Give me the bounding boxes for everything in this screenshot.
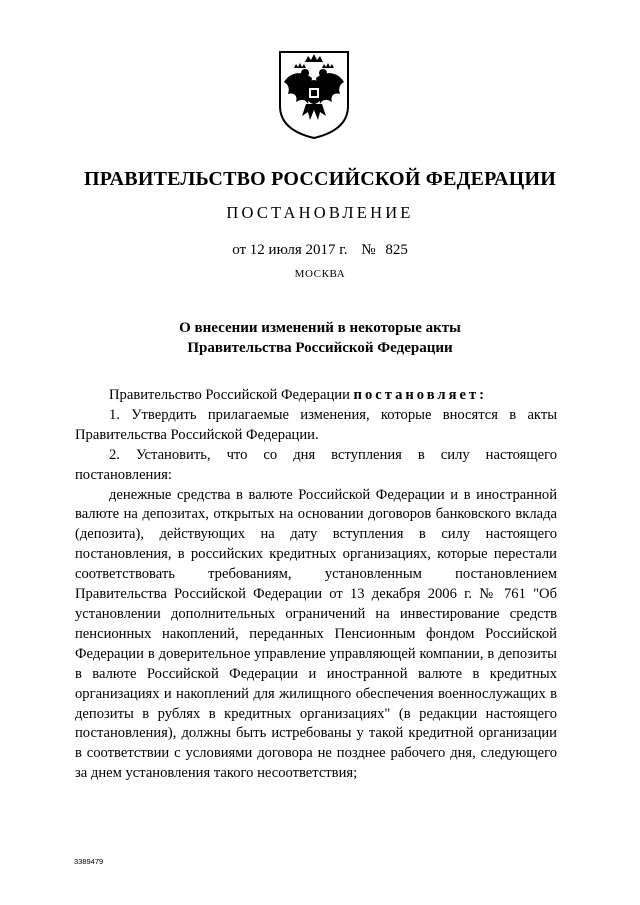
coat-of-arms-emblem-icon (272, 48, 356, 140)
preamble-text: Правительство Российской Федерации (109, 387, 354, 403)
paragraph-1: 1. Утвердить прилагаемые изменения, которые вносятся в акты Правительства Российской Федерации. (75, 406, 557, 443)
number-sign: № (361, 242, 376, 258)
resolves-word: постановляет: (353, 387, 487, 403)
government-title: ПРАВИТЕЛЬСТВО РОССИЙСКОЙ ФЕДЕРАЦИИ (84, 168, 556, 190)
document-date: от 12 июля 2017 г. (232, 242, 348, 258)
paragraph-3: денежные средства в валюте Российской Федерации и в иностранной валюте на депозитах, открытых на основании договоров банковского вклада (депозита), действующих на дату вступления в силу настоящего постановления, в российских кредитных организациях, которые перестали соответствовать требованиям, установленным постановлением Правительства Российской Федерации от 13 декабря 2006 г. № 761 "Об установлении дополнительных ограничений на инвестирование средств пенсионных накоплений, переданных Пенсионным фондом Российской Федерации в доверительное управление управляющей компании, в депозиты в валюте Российской Федерации и иностранной валюте в кредитных организациях и накоплений для жилищного обеспечения военнослужащих в депозиты в рублях в кредитных организациях" (в редакции настоящего постановления), должны быть истребованы у такой кредитной организации в соответствии с условиями договора не позднее рабочего дня, следующего за днем установления такого несоответствия; (75, 486, 557, 782)
paragraph-2: 2. Установить, что со дня вступления в силу настоящего постановления: (75, 446, 557, 483)
date-number-line (0, 242, 640, 259)
city-label: МОСКВА (294, 268, 346, 280)
document-type: ПОСТАНОВЛЕНИЕ (226, 203, 414, 222)
subject-line-1: О внесении изменений в некоторые акты (179, 320, 461, 336)
document-subject (0, 318, 640, 358)
document-code: 3389479 (74, 857, 104, 866)
preamble-paragraph (75, 386, 557, 406)
document-body (75, 386, 557, 784)
subject-line-2: Правительства Российской Федерации (187, 340, 453, 356)
document-number: 825 (385, 242, 408, 258)
